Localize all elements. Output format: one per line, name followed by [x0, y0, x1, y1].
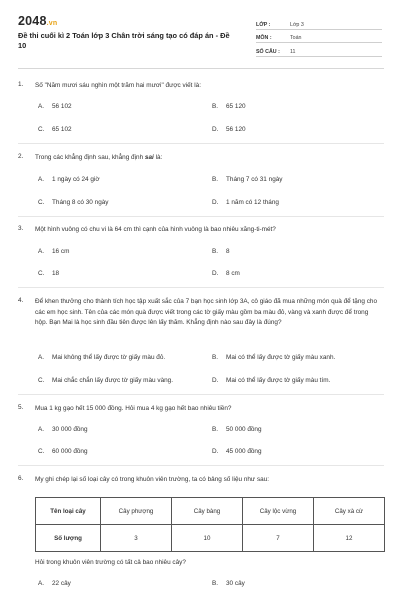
- document-title: Đề thi cuối kì 2 Toán lớp 3 Chân trời sáng tạo có đáp án - Đề 10: [18, 31, 230, 50]
- logo-text: 2048: [18, 14, 47, 28]
- table-cell: 3: [101, 525, 172, 552]
- header-divider: [18, 68, 384, 69]
- question-number: 3.: [18, 225, 24, 232]
- option-text: 30 cây: [226, 580, 245, 587]
- option-letter: D.: [212, 377, 219, 384]
- option-letter: B.: [212, 354, 219, 361]
- question-text: [35, 153, 381, 164]
- option-text: Mai có thể lấy được tờ giấy màu xanh.: [226, 354, 336, 361]
- option-letter: D.: [212, 199, 219, 206]
- question-divider: [18, 394, 384, 395]
- option-text: 56 120: [226, 126, 246, 133]
- option-letter: A.: [38, 426, 45, 433]
- option-letter: A.: [38, 354, 45, 361]
- option-text: 8: [226, 248, 230, 255]
- option-c[interactable]: [38, 448, 88, 455]
- option-text: 50 000 đồng: [226, 426, 262, 433]
- option-c[interactable]: [38, 126, 72, 133]
- question-number: 5.: [18, 404, 24, 411]
- question-divider: [18, 143, 384, 144]
- option-text: 60 000 đồng: [52, 448, 88, 455]
- table-header-cell: Cây lộc vừng: [243, 498, 314, 525]
- table-header-cell: Tên loại cây: [36, 498, 101, 525]
- option-letter: B.: [212, 248, 219, 255]
- option-text: Mai chắc chắn lấy được tờ giấy màu vàng.: [52, 377, 174, 384]
- option-text: Tháng 7 có 31 ngày: [226, 176, 283, 183]
- meta-value: 11: [290, 48, 296, 55]
- option-text: 16 cm: [52, 248, 70, 255]
- option-letter: B.: [212, 426, 219, 433]
- table-row-label: Số lượng: [36, 525, 101, 552]
- option-a[interactable]: [38, 176, 100, 183]
- option-text: 8 cm: [226, 270, 240, 277]
- option-b[interactable]: [212, 354, 335, 361]
- option-b[interactable]: [212, 580, 245, 587]
- meta-row-count: [256, 43, 382, 57]
- meta-value: Toán: [290, 35, 302, 41]
- table-header-cell: Cây bàng: [172, 498, 243, 525]
- option-text: Mai không thể lấy được tờ giấy màu đỏ.: [52, 354, 166, 361]
- meta-info: [256, 16, 382, 57]
- option-letter: B.: [212, 103, 219, 110]
- option-letter: C.: [38, 377, 45, 384]
- option-text: 56 102: [52, 103, 72, 110]
- option-letter: B.: [212, 580, 219, 587]
- option-d[interactable]: [212, 377, 330, 384]
- option-d[interactable]: [212, 448, 262, 455]
- option-a[interactable]: [38, 103, 72, 110]
- option-text: Tháng 8 có 30 ngày: [52, 199, 109, 206]
- option-letter: A.: [38, 248, 45, 255]
- option-text: Mai có thể lấy được tờ giấy màu tím.: [226, 377, 331, 384]
- question-text: Một hình vuông có chu vi là 64 cm thì cạnh của hình vuông là bao nhiêu xăng-ti-mét?: [35, 226, 276, 233]
- question-text: Hỏi trong khuôn viên trường có tất cả bao nhiêu cây?: [35, 559, 186, 566]
- question-divider: [18, 287, 384, 288]
- option-b[interactable]: [212, 248, 230, 255]
- option-c[interactable]: [38, 377, 173, 384]
- option-letter: D.: [212, 270, 219, 277]
- question-text: My ghi chép lại số loại cây có trong khuôn viên trường, ta có bảng số liệu như sau:: [35, 476, 270, 483]
- option-letter: C.: [38, 199, 45, 206]
- option-b[interactable]: [212, 426, 262, 433]
- option-letter: A.: [38, 580, 45, 587]
- option-text: 65 120: [226, 103, 246, 110]
- option-d[interactable]: [212, 199, 279, 206]
- option-c[interactable]: [38, 270, 59, 277]
- option-letter: D.: [212, 448, 219, 455]
- option-letter: C.: [38, 448, 45, 455]
- option-letter: C.: [38, 126, 45, 133]
- table-cell: 12: [314, 525, 385, 552]
- question-number: 1.: [18, 81, 24, 88]
- option-letter: C.: [38, 270, 45, 277]
- option-text: 65 102: [52, 126, 72, 133]
- question-number: 6.: [18, 475, 24, 482]
- question-text: Số "Năm mươi sáu nghìn một trăm hai mươi" được viết là:: [35, 82, 201, 89]
- option-text: 22 cây: [52, 580, 71, 587]
- document-header: [18, 14, 384, 60]
- option-letter: A.: [38, 176, 45, 183]
- meta-label: SỐ CÂU :: [256, 48, 280, 55]
- option-letter: B.: [212, 176, 219, 183]
- table-header-row: [36, 498, 385, 525]
- question-divider: [18, 216, 384, 217]
- question-emphasis: sai: [144, 154, 154, 161]
- option-b[interactable]: [212, 176, 283, 183]
- table-cell: 7: [243, 525, 314, 552]
- option-b[interactable]: [212, 103, 246, 110]
- table-header-cell: Cây phượng: [101, 498, 172, 525]
- table-header-cell: Cây xà cừ: [314, 498, 385, 525]
- option-d[interactable]: [212, 270, 240, 277]
- question-number: 4.: [18, 297, 24, 304]
- question-text: Mua 1 kg gạo hết 15 000 đồng. Hỏi mua 4 kg gạo hết bao nhiêu tiền?: [35, 405, 232, 412]
- question-divider: [18, 465, 384, 466]
- meta-value: Lớp 3: [290, 21, 304, 28]
- meta-row-subject: [256, 30, 382, 44]
- tree-count-table: [35, 497, 385, 552]
- option-a[interactable]: [38, 248, 69, 255]
- option-a[interactable]: [38, 426, 88, 433]
- option-letter: A.: [38, 103, 45, 110]
- question-text-part: Trong các khẳng định sau, khẳng định: [35, 154, 145, 161]
- option-text: 18: [52, 270, 60, 277]
- meta-row-class: [256, 16, 382, 30]
- question-number: 2.: [18, 153, 24, 160]
- option-d[interactable]: [212, 126, 246, 133]
- option-text: 30 000 đồng: [52, 426, 88, 433]
- option-text: 1 năm có 12 tháng: [226, 199, 279, 206]
- table-row: [36, 525, 385, 552]
- option-text: 1 ngày có 24 giờ: [52, 176, 100, 183]
- option-letter: D.: [212, 126, 219, 133]
- option-c[interactable]: [38, 199, 109, 206]
- meta-label: LỚP :: [256, 21, 271, 28]
- option-a[interactable]: [38, 580, 71, 587]
- table-cell: 10: [172, 525, 243, 552]
- option-a[interactable]: [38, 354, 165, 361]
- logo-suffix: .vn: [46, 20, 58, 27]
- meta-label: MÔN :: [256, 35, 272, 41]
- question-text-part: là:: [153, 154, 163, 161]
- option-text: 45 000 đồng: [226, 448, 262, 455]
- question-text: Để khen thưởng cho thành tích học tập xuất sắc của 7 bạn học sinh lớp 3A, cô giáo đã mua những món quà để tặng cho các em học sinh. Tên của các món quà được viết trong các tờ giấy màu gồm ba màu đỏ, vàng và xanh được để trong hộp. Bạn Mai là học sinh đầu tiên được lên lấy thăm. Khẳng định nào sau đây là đúng?: [35, 298, 378, 326]
